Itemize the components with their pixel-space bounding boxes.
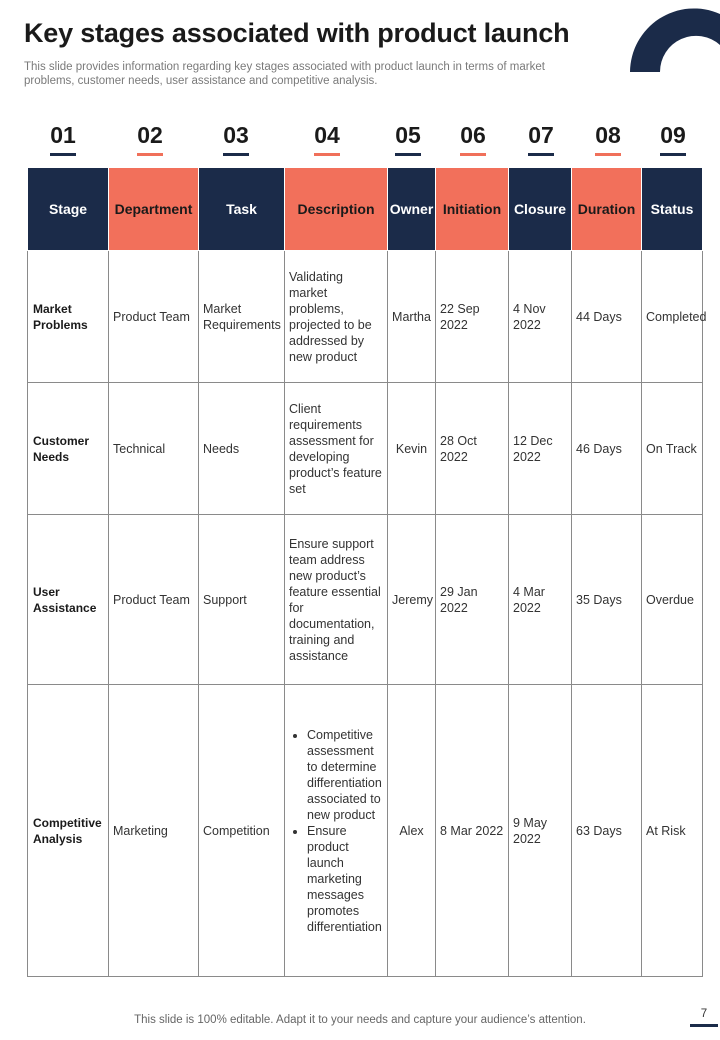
cell-initiation: 29 Jan 2022 <box>436 515 509 685</box>
cell-closure: 9 May 2022 <box>509 685 572 977</box>
cell-initiation: 28 Oct 2022 <box>436 383 509 515</box>
cell-status: Completed <box>642 251 703 383</box>
page-number-underline <box>690 1024 718 1027</box>
column-number-text: 01 <box>50 122 76 148</box>
table-row <box>28 515 703 685</box>
cell-owner: Kevin <box>388 383 436 515</box>
column-number-text: 05 <box>395 122 421 148</box>
column-number-text: 06 <box>460 122 486 148</box>
table-header-row <box>28 168 703 251</box>
column-number-text: 08 <box>595 122 621 148</box>
cell-stage: User Assistance <box>28 515 109 685</box>
cell-owner: Alex <box>388 685 436 977</box>
cell-task: Competition <box>199 685 285 977</box>
cell-task: Market Requirements <box>199 251 285 383</box>
header-stage: Stage <box>28 168 109 251</box>
cell-owner: Jeremy <box>388 515 436 685</box>
cell-duration: 44 Days <box>572 251 642 383</box>
cell-department: Marketing <box>109 685 199 977</box>
column-number-1 <box>48 122 78 156</box>
column-number-6 <box>458 122 488 156</box>
page-number-text: 7 <box>700 1008 708 1020</box>
cell-duration: 63 Days <box>572 685 642 977</box>
table-row <box>28 251 703 383</box>
description-bullet-list <box>289 727 383 935</box>
page-title: Key stages associated with product launch <box>24 18 570 48</box>
cell-description: Ensure support team address new product’s feature essential for documentation, training and assistance <box>285 515 388 685</box>
column-number-underline <box>223 153 249 156</box>
header-department: Department <box>109 168 199 251</box>
column-number-text: 02 <box>137 122 163 148</box>
cell-status: On Track <box>642 383 703 515</box>
description-bullet: • Competitive assessment to determine differentiation associated to new product <box>307 727 383 823</box>
column-number-underline <box>395 153 421 156</box>
header-task: Task <box>199 168 285 251</box>
cell-owner: Martha <box>388 251 436 383</box>
cell-department: Technical <box>109 383 199 515</box>
cell-initiation: 8 Mar 2022 <box>436 685 509 977</box>
column-number-text: 03 <box>223 122 249 148</box>
column-number-text: 09 <box>660 122 686 148</box>
cell-stage: Competitive Analysis <box>28 685 109 977</box>
cell-department: Product Team <box>109 251 199 383</box>
header-initiation: Initiation <box>436 168 509 251</box>
header-description: Description <box>285 168 388 251</box>
column-number-underline <box>595 153 621 156</box>
column-number-text: 04 <box>314 122 340 148</box>
page-number <box>690 1008 718 1027</box>
column-number-3 <box>221 122 251 156</box>
cell-stage: Market Problems <box>28 251 109 383</box>
cell-duration: 46 Days <box>572 383 642 515</box>
cell-closure: 4 Nov 2022 <box>509 251 572 383</box>
column-number-underline <box>137 153 163 156</box>
cell-task: Needs <box>199 383 285 515</box>
column-number-7 <box>526 122 556 156</box>
column-number-9 <box>658 122 688 156</box>
header-status: Status <box>642 168 703 251</box>
column-number-underline <box>50 153 76 156</box>
cell-duration: 35 Days <box>572 515 642 685</box>
header-owner: Owner <box>388 168 436 251</box>
cell-closure: 4 Mar 2022 <box>509 515 572 685</box>
table-row <box>28 383 703 515</box>
column-number-5 <box>393 122 423 156</box>
stages-table <box>27 167 707 977</box>
cell-status: At Risk <box>642 685 703 977</box>
column-number-underline <box>314 153 340 156</box>
cell-closure: 12 Dec 2022 <box>509 383 572 515</box>
cell-initiation: 22 Sep 2022 <box>436 251 509 383</box>
column-number-4 <box>312 122 342 156</box>
cell-task: Support <box>199 515 285 685</box>
column-number-underline <box>660 153 686 156</box>
column-number-underline <box>460 153 486 156</box>
column-number-8 <box>593 122 623 156</box>
header-duration: Duration <box>572 168 642 251</box>
header-closure: Closure <box>509 168 572 251</box>
cell-description <box>285 685 388 977</box>
cell-stage: Customer Needs <box>28 383 109 515</box>
column-number-row <box>0 122 720 162</box>
description-bullet: • Ensure product launch marketing messages promotes differentiation <box>307 823 383 935</box>
cell-description: Client requirements assessment for developing product’s feature set <box>285 383 388 515</box>
table-row <box>28 685 703 977</box>
column-number-2 <box>135 122 165 156</box>
column-number-underline <box>528 153 554 156</box>
corner-arc-decoration <box>630 0 720 90</box>
footer-note: This slide is 100% editable. Adapt it to your needs and capture your audience’s attention. <box>134 1014 586 1026</box>
cell-status: Overdue <box>642 515 703 685</box>
corner-arc-shape <box>630 8 720 72</box>
cell-department: Product Team <box>109 515 199 685</box>
column-number-text: 07 <box>528 122 554 148</box>
page-subtitle: This slide provides information regarding key stages associated with product launch in terms of market problems, customer needs, user assistance and competitive analysis. <box>24 61 545 87</box>
cell-description: Validating market problems, projected to be addressed by new product <box>285 251 388 383</box>
